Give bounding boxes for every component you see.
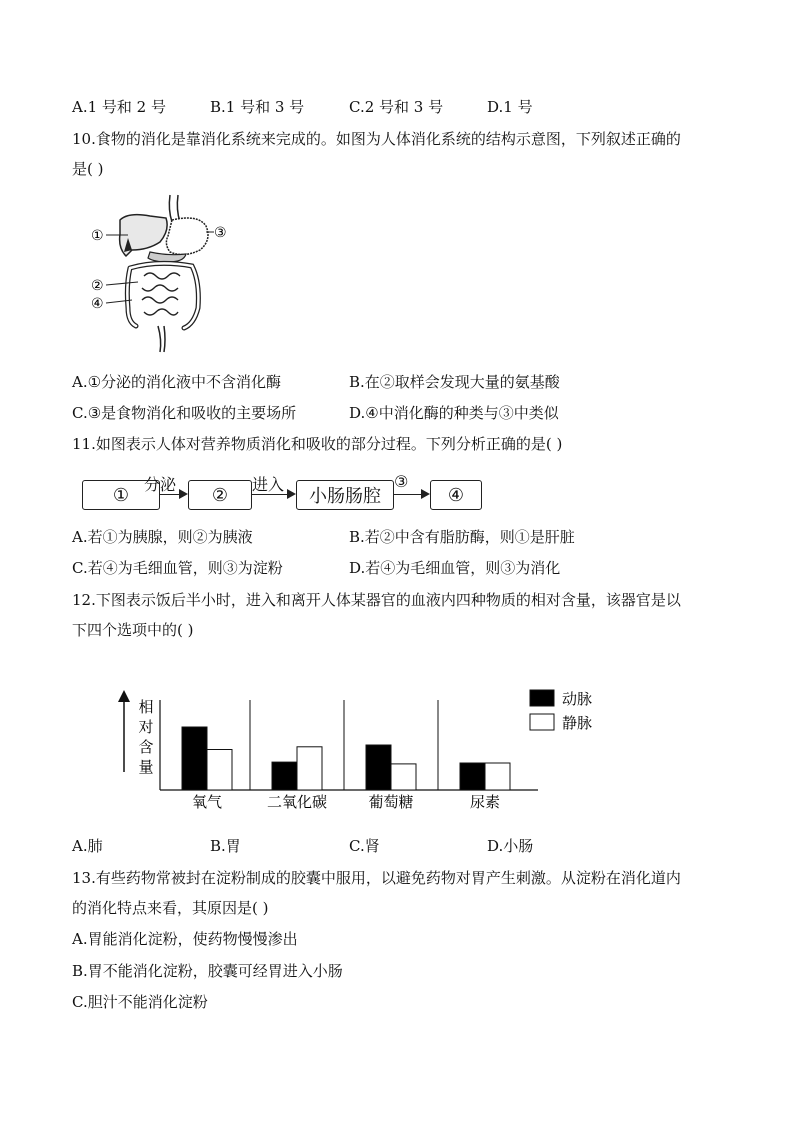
legend-swatch: [530, 690, 554, 706]
small-intestine-shape: [142, 273, 180, 315]
x-tick-label: 二氧化碳: [266, 793, 328, 811]
flow-box-3: 小肠肠腔: [296, 480, 394, 510]
q13-stem-line2: 的消化特点来看，其原因是( ): [72, 899, 269, 917]
q12-option-a: A.肺: [72, 837, 103, 855]
bar-artery: [366, 745, 391, 790]
q12-stem-line1: 12.下图表示饭后半小时，进入和离开人体某器官的血液内四种物质的相对含量，该器官是以: [72, 591, 681, 609]
large-intestine-shape: [127, 263, 198, 328]
flow-box-1: ①: [82, 480, 160, 510]
x-tick-label: 葡萄糖: [368, 793, 414, 811]
q12-option-d: D.小肠: [487, 837, 534, 855]
q12-stem-line2: 下四个选项中的( ): [72, 621, 194, 639]
q11-option-c: C.若④为毛细血管，则③为淀粉: [72, 559, 283, 577]
x-tick-label: 尿素: [469, 793, 501, 811]
q10-option-a: A.①分泌的消化液中不含消化酶: [72, 373, 282, 391]
legend-swatch: [530, 714, 554, 730]
y-axis-label: [138, 698, 153, 776]
q13-option-c: C.胆汁不能消化淀粉: [72, 993, 208, 1011]
q11-option-b: B.若②中含有脂肪酶，则①是肝脏: [349, 528, 575, 546]
bar-vein: [207, 750, 232, 791]
bar-vein: [485, 763, 510, 790]
q9-option-c: C.2 号和 3 号: [349, 98, 444, 116]
y-label-char: 对: [138, 718, 154, 736]
q9-option-b: B.1 号和 3 号: [210, 98, 305, 116]
bar-vein: [391, 764, 416, 790]
blood-substance-bar-chart: [110, 680, 630, 815]
q12-option-b: B.胃: [210, 837, 241, 855]
q11-option-a: A.若①为胰腺，则②为胰液: [72, 528, 253, 546]
y-label-char: 相: [138, 698, 154, 716]
q10-stem-line1: 10.食物的消化是靠消化系统来完成的。如图为人体消化系统的结构示意图，下列叙述正确的: [72, 130, 681, 148]
flow-arrow-3-label: ③: [394, 472, 409, 491]
bar-vein: [297, 747, 322, 790]
q10-option-c: C.③是食物消化和吸收的主要场所: [72, 404, 297, 422]
flow-box-4: ④: [430, 480, 482, 510]
q10-option-b: B.在②取样会发现大量的氨基酸: [349, 373, 560, 391]
diagram-label-2: ②: [91, 278, 104, 294]
q11-stem: 11.如图表示人体对营养物质消化和吸收的部分过程。下列分析正确的是( ): [72, 435, 563, 453]
flow-box-2: ②: [188, 480, 252, 510]
bar-artery: [182, 727, 207, 790]
y-axis-arrowhead: [118, 690, 130, 702]
q10-option-d: D.④中消化酶的种类与③中类似: [349, 404, 559, 422]
q13-option-a: A.胃能消化淀粉，使药物慢慢渗出: [72, 930, 298, 948]
legend-label: 动脉: [562, 690, 593, 708]
diagram-label-1: ①: [91, 228, 104, 244]
diagram-label-4: ④: [91, 296, 104, 312]
x-tick-label: 氧气: [191, 793, 223, 811]
bar-artery: [272, 762, 297, 790]
q9-option-a: A.1 号和 2 号: [72, 98, 166, 116]
q12-option-c: C.肾: [349, 837, 380, 855]
q13-stem-line1: 13.有些药物常被封在淀粉制成的胶囊中服用，以避免药物对胃产生刺激。从淀粉在消化道内: [72, 869, 681, 887]
diagram-label-3: ③: [214, 225, 227, 241]
q9-option-d: D.1 号: [487, 98, 533, 116]
q13-option-b: B.胃不能消化淀粉，胶囊可经胃进入小肠: [72, 962, 343, 980]
legend-label: 静脉: [562, 714, 593, 732]
flow-arrow-3: [394, 494, 428, 495]
y-label-char: 量: [138, 758, 154, 776]
q11-option-d: D.若④为毛细血管，则③为消化: [349, 559, 561, 577]
digestive-system-diagram: [88, 190, 238, 360]
q10-stem-line2: 是( ): [72, 160, 104, 178]
stomach-shape: [166, 218, 208, 255]
flow-arrow-2-label: 进入: [252, 475, 285, 494]
flow-arrow-1-label: 分泌: [144, 475, 177, 494]
y-label-char: 含: [138, 738, 154, 756]
bar-artery: [460, 763, 485, 790]
